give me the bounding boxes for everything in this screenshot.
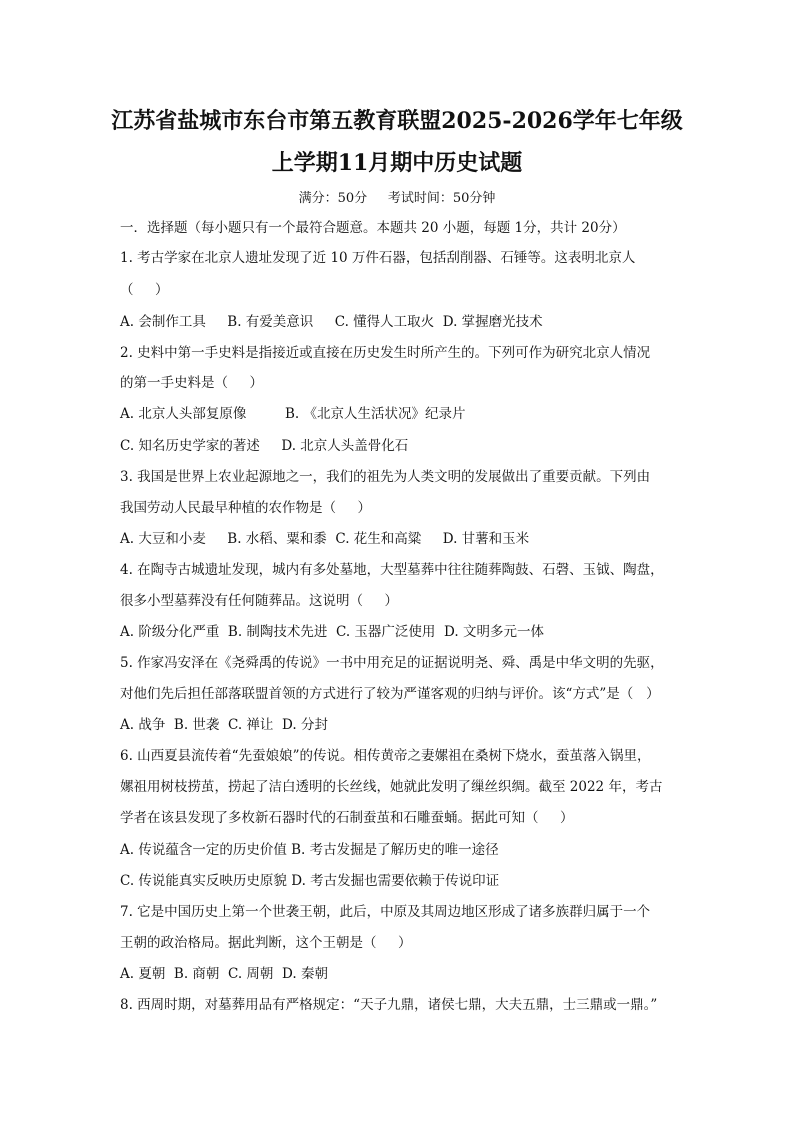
question-5-options: A. 战争 B. 世袭 C. 禅让 D. 分封 [120,717,328,733]
question-6-options-1: A. 传说蕴含一定的历史价值 B. 考古发掘是了解历史的唯一途径 [120,842,499,858]
exam-title-line2: 上学期11月期中历史试题 [271,150,523,176]
question-4-options: A. 阶级分化严重 B. 制陶技术先进 C. 玉器广泛使用 D. 文明多元一体 [120,624,544,640]
exam-title-line1: 江苏省盐城市东台市第五教育联盟2025-2026学年七年级 [111,108,683,134]
question-6-line-3: 学者在该县发现了多枚新石器时代的石制蚕茧和石雕蚕蛹。据此可知（ ） [120,810,574,826]
question-7-options: A. 夏朝 B. 商朝 C. 周朝 D. 秦朝 [120,966,328,982]
exam-meta: 满分：50分 考试时间：50分钟 [298,191,496,206]
question-1-line-2: （ ） [120,282,169,298]
question-2-options-2: C. 知名历史学家的著述 D. 北京人头盖骨化石 [120,438,409,454]
question-2-options-1: A. 北京人头部复原像 B. 《北京人生活状况》纪录片 [120,406,466,422]
question-4-line-2: 很多小型墓葬没有任何随葬品。这说明（ ） [120,593,398,609]
question-3-line-2: 我国劳动人民最早种植的农作物是（ ） [120,500,371,516]
question-5-line-1: 5. 作家冯安泽在《尧舜禹的传说》一书中用充足的证据说明尧、舜、禹是中华文明的先驱， [120,655,664,671]
question-1-options: A. 会制作工具 B. 有爱美意识 C. 懂得人工取火 D. 掌握磨光技术 [120,314,543,330]
question-3-line-1: 3. 我国是世界上农业起源地之一，我们的祖先为人类文明的发展做出了重要贡献。下列由 [120,469,651,485]
question-4-line-1: 4. 在陶寺古城遗址发现，城内有多处墓地，大型墓葬中往往随葬陶鼓、石磬、玉钺、陶盘， [120,562,664,578]
question-7-line-2: 王朝的政治格局。据此判断，这个王朝是（ ） [120,935,412,951]
question-5-line-2: 对他们先后担任部落联盟首领的方式进行了较为严谨客观的归纳与评价。该“方式”是（ ） [120,686,660,702]
question-6-line-2: 嫘祖用树枝捞茧，捞起了洁白透明的长丝线，她就此发明了缫丝织绸。截至 2022 年，考古 [120,779,663,795]
question-2-line-1: 2. 史料中第一手史料是指接近或直接在历史发生时所产生的。下列可作为研究北京人情况 [120,345,651,361]
question-3-options: A. 大豆和小麦 B. 水稻、粟和黍 C. 花生和高粱 D. 甘薯和玉米 [120,531,530,547]
question-8-line-1: 8. 西周时期，对墓葬用品有严格规定：“天子九鼎，诸侯七鼎，大夫五鼎，士三鼎或一鼎。” [120,997,658,1013]
question-6-line-1: 6. 山西夏县流传着“先蚕娘娘”的传说。相传黄帝之妻嫘祖在桑树下烧水，蚕茧落入锅里， [120,748,651,764]
question-1-line-1: 1. 考古学家在北京人遗址发现了近 10 万件石器，包括刮削器、石锤等。这表明北京人 [120,250,636,266]
question-2-line-2: 的第一手史料是（ ） [120,375,263,391]
question-6-options-2: C. 传说能真实反映历史原貌 D. 考古发掘也需要依赖于传说印证 [120,873,500,889]
question-7-line-1: 7. 它是中国历史上第一个世袭王朝，此后，中原及其周边地区形成了诸多族群归属于一个 [120,904,651,920]
section-heading: 一．选择题（每小题只有一个最符合题意。本题共 20 小题，每题 1分，共计 20分） [120,220,626,236]
